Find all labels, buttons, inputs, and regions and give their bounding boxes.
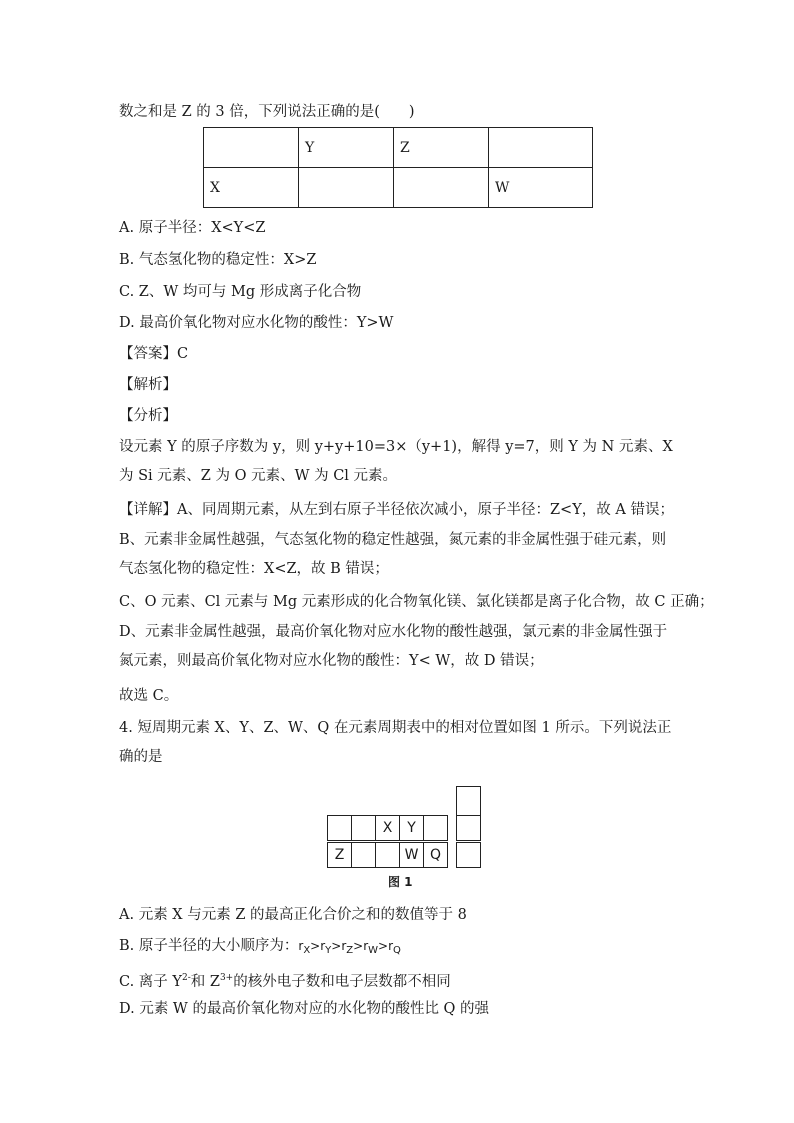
detail-c: C、O 元素、Cl 元素与 Mg 元素形成的化合物氧化镁、氯化镁都是离子化合物，故 C 正确；: [119, 594, 714, 610]
gt-sign: >: [378, 939, 389, 953]
conclusion: 故选 C。: [119, 688, 179, 704]
radius-symbol: r: [320, 939, 326, 953]
grid-cell-y: Y: [399, 815, 424, 841]
table-cell: [299, 168, 394, 208]
grid-cell: [327, 815, 352, 841]
option-c-text: C. 离子 Y: [119, 974, 182, 990]
q4-option-c: [119, 968, 451, 992]
option-c-text: 和 Z: [190, 974, 220, 990]
charge-superscript: 2-: [181, 973, 191, 983]
q4-option-a: A. 元素 X 与元素 Z 的最高正化合价之和的数值等于 8: [119, 907, 467, 923]
gt-sign: >: [331, 939, 342, 953]
q4-option-d: D. 元素 W 的最高价氧化物对应的水化物的酸性比 Q 的强: [119, 1001, 490, 1017]
table-cell: [204, 128, 299, 168]
table-cell: Y: [299, 128, 394, 168]
radius-symbol: r: [388, 939, 394, 953]
radius-symbol: r: [298, 939, 304, 953]
analysis-heading: 【解析】: [119, 377, 177, 393]
option-c: C. Z、W 均可与 Mg 形成离子化合物: [119, 284, 362, 300]
radius-symbol: r: [363, 939, 369, 953]
grid-cell: [351, 842, 376, 868]
grid-cell: [423, 815, 448, 841]
gt-sign: >: [310, 939, 321, 953]
radius-sub: Z: [346, 945, 354, 956]
grid-cell-z: Z: [327, 842, 352, 868]
option-a: A. 原子半径：X<Y<Z: [119, 220, 266, 236]
question-4-stem: 4. 短周期元素 X、Y、Z、W、Q 在元素周期表中的相对位置如图 1 所示。下列说法正确的是: [119, 720, 672, 765]
radius-order: [298, 939, 401, 956]
detail-b: B、元素非金属性越强，气态氢化物的稳定性越强，氮元素的非金属性强于硅元素，则气态氢化物的稳定性：X<Z，故 B 错误；: [119, 532, 667, 577]
table-cell: X: [204, 168, 299, 208]
option-b: B. 气态氢化物的稳定性：X>Z: [119, 252, 317, 268]
grid-cell: [351, 815, 376, 841]
grid-cell-w: W: [399, 842, 424, 868]
periodic-table-figure: [330, 790, 500, 890]
detail-d: D、元素非金属性越强，最高价氧化物对应水化物的酸性越强，氯元素的非金属性强于氮元素，则最高价氧化物对应水化物的酸性：Y< W，故 D 错误；: [119, 624, 668, 669]
answer: 【答案】C: [119, 346, 189, 362]
radius-symbol: r: [341, 939, 347, 953]
fenxi-text: 设元素 Y 的原子序数为 y，则 y+y+10=3×（y+1)，解得 y=7，则 Y 为 N 元素、X 为 Si 元素、Z 为 O 元素、W 为 Cl 元素。: [119, 439, 673, 484]
grid-cell: [456, 815, 481, 841]
grid-cell: [456, 842, 481, 868]
grid-cell: [456, 786, 481, 816]
table-cell: [489, 128, 593, 168]
charge-superscript: 3+: [219, 973, 234, 983]
option-b-text: B. 原子半径的大小顺序为：: [119, 938, 299, 954]
option-d: D. 最高价氧化物对应水化物的酸性：Y>W: [119, 315, 394, 331]
question-stem-tail: 数之和是 Z 的 3 倍，下列说法正确的是( ): [119, 104, 415, 120]
table-cell: [394, 168, 489, 208]
q4-option-b: [119, 936, 401, 961]
figure-caption: 图 1: [388, 875, 413, 889]
detail-a: 【详解】A、同周期元素，从左到右原子半径依次减小，原子半径：Z<Y，故 A 错误；: [119, 502, 674, 518]
grid-cell: [375, 842, 400, 868]
radius-sub: Y: [325, 945, 332, 956]
radius-sub: Q: [393, 945, 401, 956]
fenxi-heading: 【分析】: [119, 408, 177, 424]
radius-sub: W: [368, 945, 379, 956]
grid-cell-q: Q: [423, 842, 448, 868]
table-cell: W: [489, 168, 593, 208]
gt-sign: >: [353, 939, 364, 953]
periodic-position-table: [203, 127, 593, 208]
radius-sub: X: [303, 945, 311, 956]
table-cell: Z: [394, 128, 489, 168]
option-c-text: 的核外电子数和电子层数都不相同: [233, 974, 451, 990]
grid-cell-x: X: [375, 815, 400, 841]
